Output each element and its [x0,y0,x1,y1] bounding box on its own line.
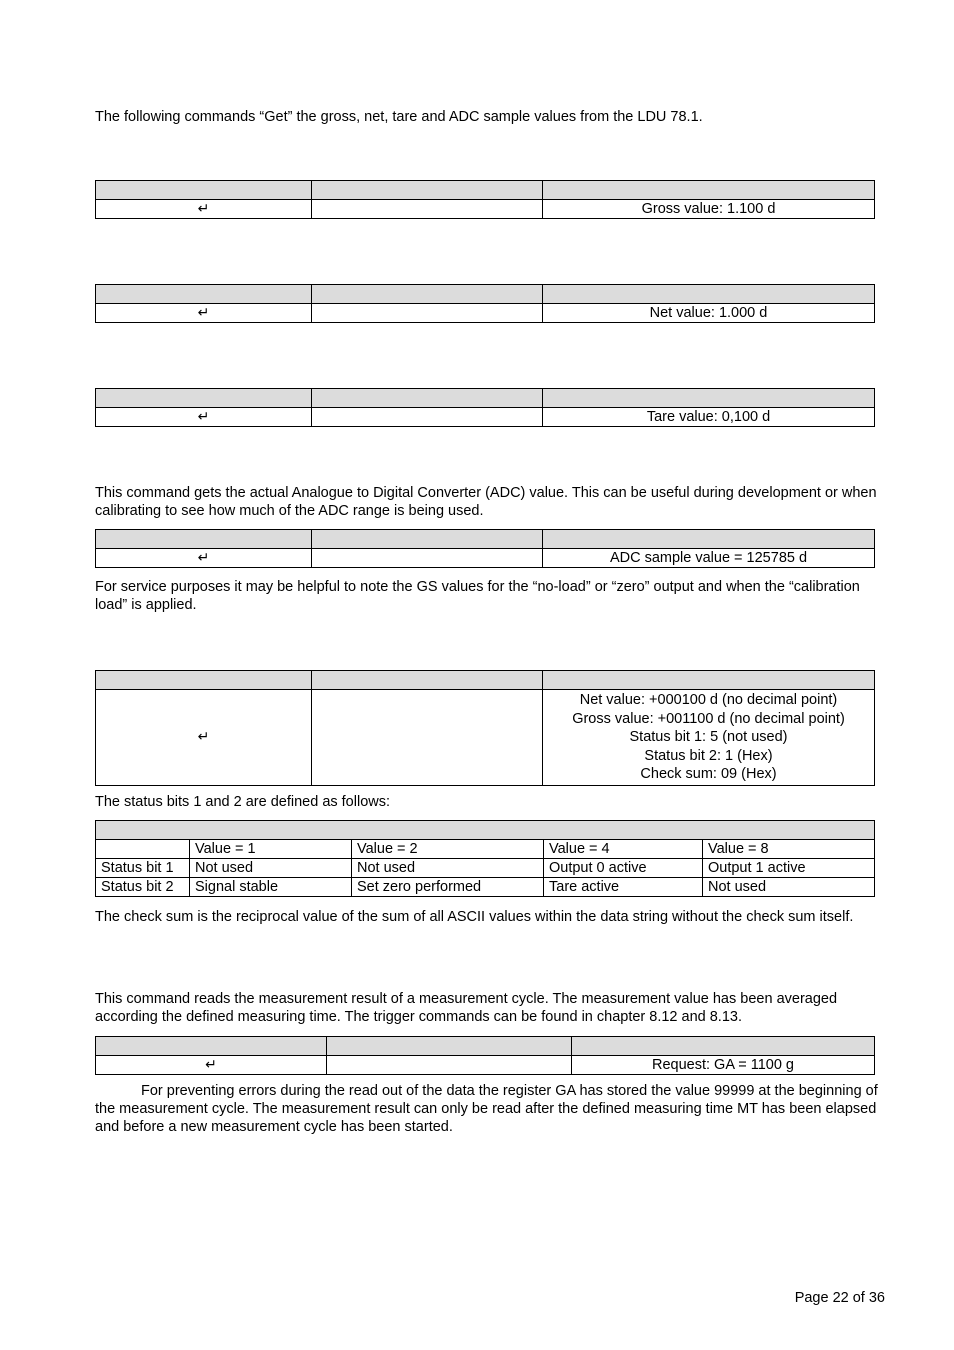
table-row: Status bit 2 Signal stable Set zero performed Tare active Not used [96,878,875,897]
table-header-row [96,389,875,408]
ga-response: Request: GA = 1100 g [572,1056,875,1075]
combined-net-line: Net value: +000100 d (no decimal point) [579,692,838,708]
intro-paragraph: The following commands “Get” the gross, net, tare and ADC sample values from the LDU 78.1. [95,109,703,125]
table-header-row [96,821,875,840]
table-header-row [96,530,875,549]
adc-command-table [95,529,875,568]
table-header-row [96,285,875,304]
net-command-table [95,284,875,323]
gross-command-table [95,180,875,219]
page-number: Page 22 of 36 [794,1290,885,1306]
gross-response: Gross value: 1.100 d [543,200,875,219]
combined-gross-line: Gross value: +001100 d (no decimal point) [572,710,845,727]
table-row [96,408,875,427]
adc-response: ADC sample value = 125785 d [543,549,875,568]
adc-description: This command gets the actual Analogue to Digital Converter (ADC) value. This can be useful during development or when calibrating to see how much of the ADC range is being used. [95,485,877,519]
table-header-row [96,181,875,200]
table-row [96,304,875,323]
return-icon: ↵ [197,201,210,217]
table-row: Status bit 1 Not used Not used Output 0 active Output 1 active [96,859,875,878]
ga-note: For preventing errors during the read out of the data the register GA has stored the value 99999 at the beginning of the measurement cycle. The measurement result can only be read after the defined measuring time MT has been elapsed and before a new measurement cycle has been started. [95,1083,878,1135]
return-icon: ↵ [197,305,210,321]
table-row: Value = 1 Value = 2 Value = 4 Value = 8 [96,840,875,859]
checksum-note: The check sum is the reciprocal value of the sum of all ASCII values within the data string without the check sum itself. [95,909,854,925]
table-row [96,200,875,219]
status-intro: The status bits 1 and 2 are defined as follows: [95,794,391,810]
combined-command-table [95,670,875,786]
table-row [96,1056,875,1075]
table-row [96,690,875,786]
table-header-row [96,1037,875,1056]
combined-checksum-line: Check sum: 09 (Hex) [640,766,777,782]
net-response: Net value: 1.000 d [543,304,875,323]
return-icon: ↵ [205,1057,217,1073]
combined-status2-line: Status bit 2: 1 (Hex) [644,747,773,764]
tare-command-table [95,388,875,427]
table-row [96,549,875,568]
return-icon: ↵ [197,550,210,566]
status-bits-table [95,820,875,897]
adc-service-note: For service purposes it may be helpful to note the GS values for the “no-load” or “zero” output and when the “calibration load” is applied. [95,579,860,613]
ga-command-table [95,1036,875,1075]
return-icon: ↵ [197,729,210,746]
table-header-row [96,671,875,690]
tare-response: Tare value: 0,100 d [543,408,875,427]
ga-description: This command reads the measurement result of a measurement cycle. The measurement value has been averaged according the defined measuring time. The trigger commands can be found in chapter 8.12 and 8.13. [95,991,838,1025]
combined-status1-line: Status bit 1: 5 (not used) [629,729,788,745]
combined-response [543,690,875,786]
return-icon: ↵ [197,409,210,425]
